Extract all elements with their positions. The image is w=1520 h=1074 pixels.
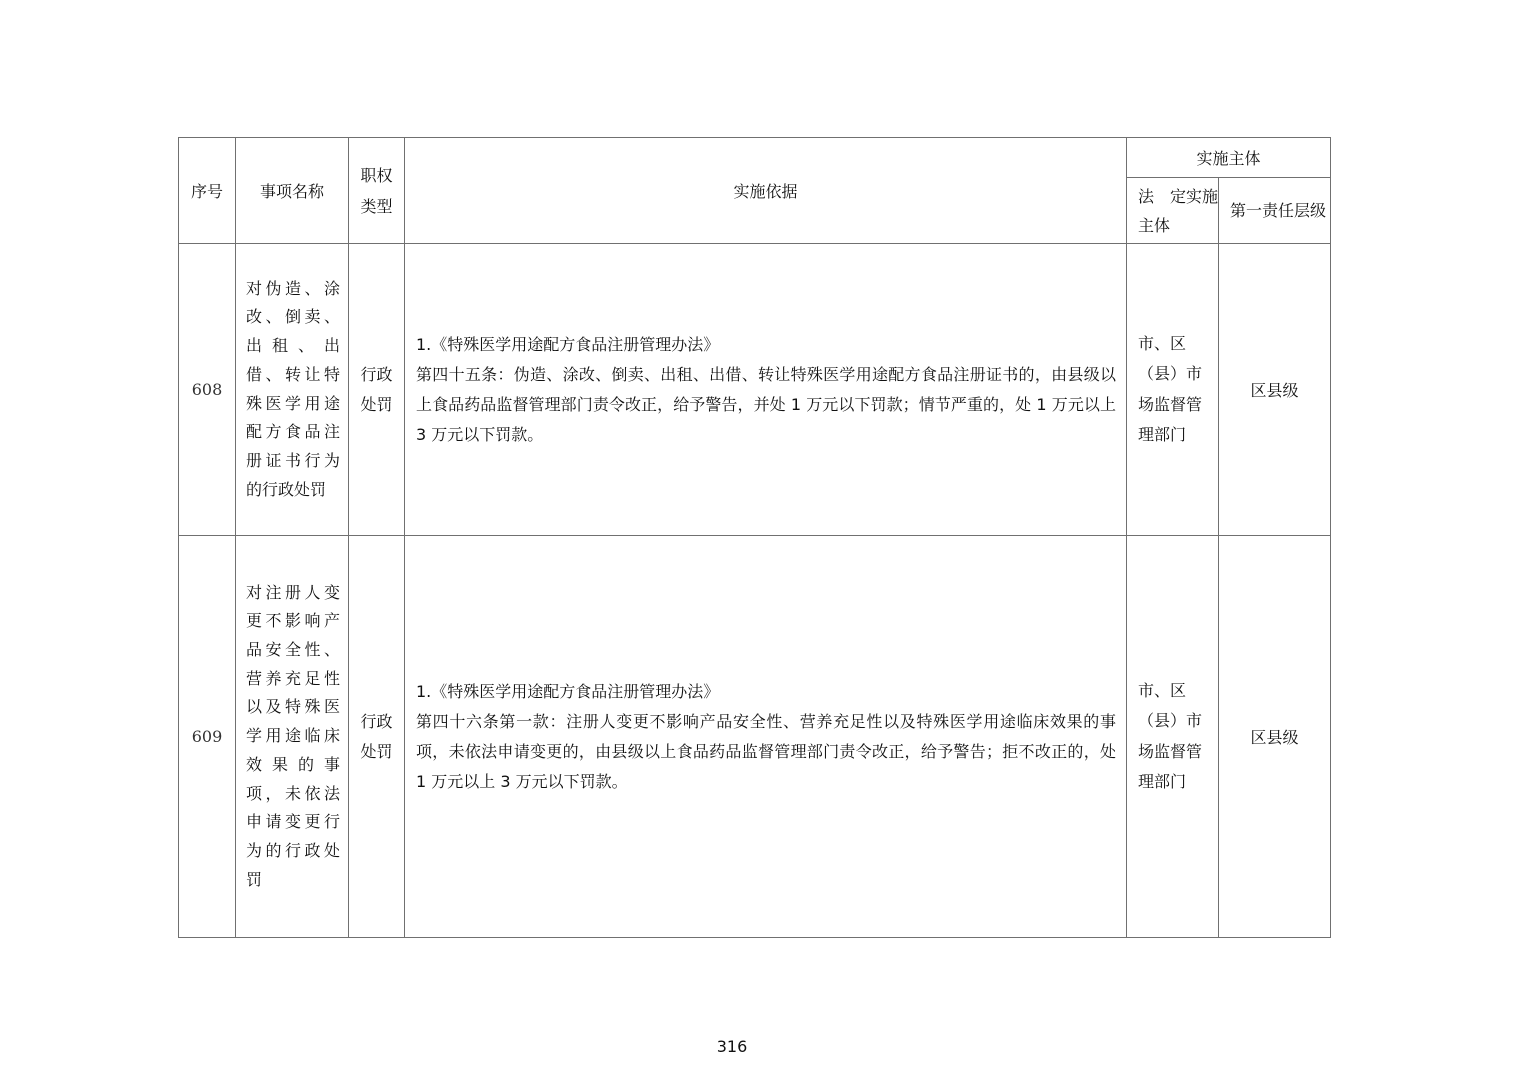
row-power-type: 行政处罚: [349, 536, 405, 938]
header-seq: 序号: [179, 138, 236, 244]
header-item-name: 事项名称: [236, 138, 349, 244]
row-article-text: 第四十五条：伪造、涂改、倒卖、出租、出借、转让特殊医学用途配方食品注册证书的，由县级以上食品药品监督管理部门责令改正，给予警告，并处 1 万元以下罚款；情节严重的，处 1 万元以上 3 万元以下罚款。: [416, 364, 1116, 444]
row-basis: [405, 536, 1127, 938]
header-first-level: 第一责任层级: [1219, 178, 1331, 244]
header-basis: 实施依据: [405, 138, 1127, 244]
table-row: [179, 244, 1331, 536]
header-power-type: 职权类型: [349, 138, 405, 244]
row-law-title: 1.《特殊医学用途配方食品注册管理办法》: [416, 334, 720, 354]
header-subject: 实施主体: [1127, 138, 1331, 178]
enforcement-table: [178, 137, 1331, 938]
header-row: [179, 138, 1331, 178]
row-seq: 609: [179, 536, 236, 938]
row-law-title: 1.《特殊医学用途配方食品注册管理办法》: [416, 681, 720, 701]
row-article-text: 第四十六条第一款：注册人变更不影响产品安全性、营养充足性以及特殊医学用途临床效果的事项，未依法申请变更的，由县级以上食品药品监督管理部门责令改正，给予警告；拒不改正的，处 1 万元以上 3 万元以下罚款。: [416, 711, 1116, 791]
page-number: 316: [716, 1037, 748, 1056]
row-basis: [405, 244, 1127, 536]
row-legal-subject: 市、区（县）市场监督管理部门: [1127, 536, 1219, 938]
row-first-level: 区县级: [1219, 536, 1331, 938]
row-item-name: 对注册人变更不影响产品安全性、营养充足性以及特殊医学用途临床效果的事项，未依法申请变更行为的行政处罚: [236, 536, 349, 938]
header-legal-subject: 法 定实施主体: [1127, 178, 1219, 244]
table-row: [179, 536, 1331, 938]
row-seq: 608: [179, 244, 236, 536]
row-legal-subject: 市、区（县）市场监督管理部门: [1127, 244, 1219, 536]
row-power-type: 行政处罚: [349, 244, 405, 536]
row-item-name: 对伪造、涂改、倒卖、出租、出借、转让特殊医学用途配方食品注册证书行为的行政处罚: [236, 244, 349, 536]
row-first-level: 区县级: [1219, 244, 1331, 536]
